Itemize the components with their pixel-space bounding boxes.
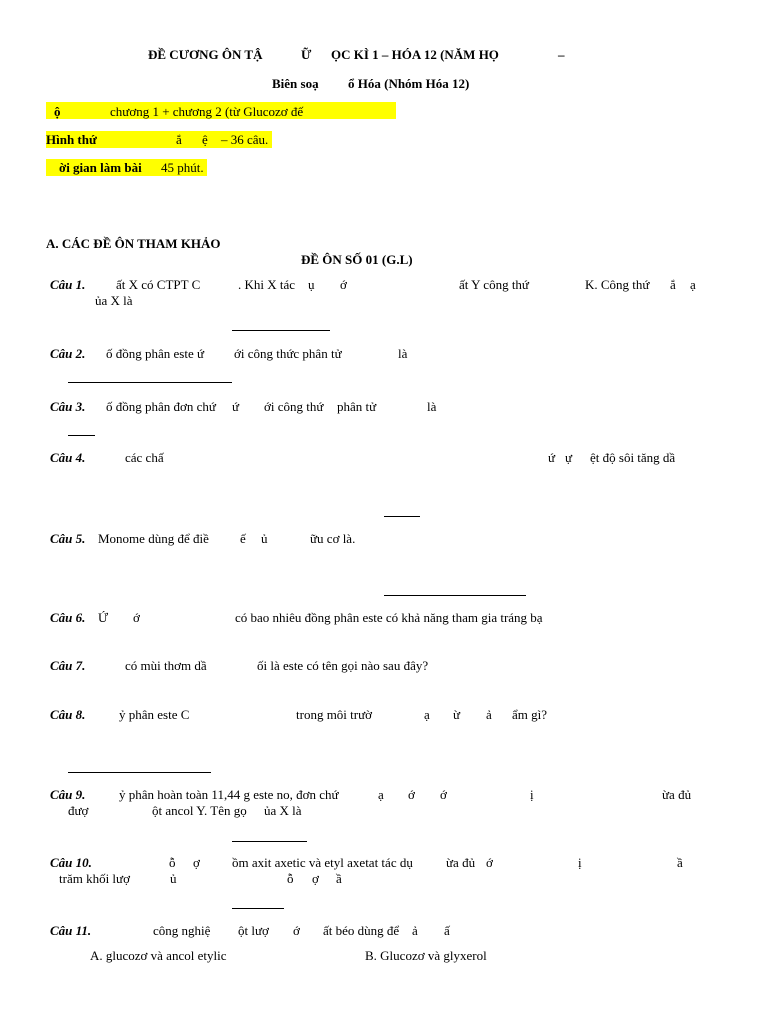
answer-line [68, 435, 95, 436]
question-8-text: ỷ phân este C [119, 707, 190, 722]
author-part-1: Biên soạ [272, 76, 319, 91]
question-10-text: ồm axit axetic và etyl axetat tác dụ [232, 855, 413, 870]
question-11-text: ột lượ [238, 923, 269, 938]
exam-title: ĐỀ ÔN SỐ 01 (G.L) [301, 252, 413, 267]
question-6-label: Câu 6. [50, 610, 86, 625]
question-1-label: Câu 1. [50, 277, 86, 292]
question-9-text: ạ [378, 787, 384, 802]
question-4-text: ứ [548, 450, 556, 465]
question-11-option-a: A. glucozơ và ancol etylic [90, 948, 227, 963]
question-9-text: đượ [68, 803, 89, 818]
question-1-text: ụ [308, 277, 315, 292]
question-10-text: ầ [336, 871, 342, 886]
question-3-text: phân tử [337, 399, 377, 414]
question-8-text: ả [486, 707, 492, 722]
question-6-text: Ứ [98, 610, 109, 625]
question-2-text: ố đồng phân este ứ [106, 346, 205, 361]
question-9-label: Câu 9. [50, 787, 86, 802]
author-part-2: ổ Hóa (Nhóm Hóa 12) [348, 76, 470, 91]
question-5-text: Monome dùng để điề [98, 531, 209, 546]
answer-line [232, 330, 330, 331]
question-1-text: ớ [340, 277, 347, 292]
question-7-text: có mùi thơm dầ [125, 658, 207, 673]
question-10-label: Câu 10. [50, 855, 92, 870]
answer-line [68, 382, 232, 383]
question-8-text: trong môi trườ [296, 707, 373, 722]
question-5-text: ủ [261, 531, 268, 546]
question-6-text: có bao nhiêu đồng phân este có khả năng tham gia tráng bạ [235, 610, 543, 625]
question-1-text: ất X có CTPT C [116, 277, 201, 292]
question-10-text: ỗ [169, 855, 176, 870]
question-3-text: ố đồng phân đơn chứ [106, 399, 216, 414]
question-3-text: là [427, 399, 437, 414]
scope-text: chương 1 + chương 2 (từ Glucozơ đế [110, 104, 304, 119]
answer-line [384, 595, 526, 596]
question-11-text: ất béo dùng để [323, 923, 400, 938]
question-7-label: Câu 7. [50, 658, 86, 673]
question-9-text: ột ancol Y. Tên gọ [152, 803, 247, 818]
question-10-text: ỗ [287, 871, 294, 886]
question-8-text: ạ [424, 707, 430, 722]
form-text-3: – 36 câu. [221, 132, 269, 147]
answer-line [232, 841, 307, 842]
question-2-text: ới công thức phân tử [234, 346, 342, 361]
form-text-1: ắ [176, 132, 182, 147]
question-7-text: ối là este có tên gọi nào sau đây? [257, 658, 429, 673]
title-part-1: ĐỀ CƯƠNG ÔN TẬ [148, 47, 263, 62]
question-2-label: Câu 2. [50, 346, 86, 361]
form-text-2: ệ [202, 132, 208, 147]
section-title: A. CÁC ĐỀ ÔN THAM KHẢO [46, 236, 221, 251]
question-1-text: ạ [690, 277, 696, 292]
question-9-text: ủa X là [264, 803, 302, 818]
question-9-text: ừa đủ [662, 787, 692, 802]
question-8-text: ẩm gì? [512, 707, 548, 722]
form-label: Hình thứ [46, 132, 97, 147]
time-value: 45 phút. [161, 160, 204, 175]
time-label: ời gian làm bài [59, 160, 142, 175]
answer-line [232, 908, 284, 909]
question-8-label: Câu 8. [50, 707, 86, 722]
question-1-text: K. Công thứ [585, 277, 650, 292]
question-1-text: ất Y công thứ [459, 277, 529, 292]
answer-line [384, 516, 420, 517]
question-3-text: ới công thứ [264, 399, 324, 414]
question-4-text: các chấ [125, 450, 164, 465]
question-10-text: ừa đủ [446, 855, 476, 870]
title-part-2: Ữ [301, 47, 312, 62]
question-9-text: ớ [408, 787, 415, 802]
question-3-label: Câu 3. [50, 399, 86, 414]
question-11-option-b: B. Glucozơ và glyxerol [365, 948, 487, 963]
question-11-label: Câu 11. [50, 923, 92, 938]
question-10-text: ủ [170, 871, 177, 886]
question-5-text: ế [240, 531, 246, 546]
question-9-text: ỷ phân hoàn toàn 11,44 g este no, đơn chứ [119, 787, 339, 802]
answer-line [68, 772, 211, 773]
title-part-4: – [558, 47, 565, 62]
question-3-text: ứ [232, 399, 240, 414]
question-11-text: ả [412, 923, 418, 938]
question-10-text: ợ [312, 871, 319, 886]
question-4-label: Câu 4. [50, 450, 86, 465]
question-10-text: ớ [486, 855, 493, 870]
question-1-text: ắ [670, 277, 676, 292]
question-5-label: Câu 5. [50, 531, 86, 546]
question-10-text: ợ [193, 855, 200, 870]
question-11-text: ấ [444, 923, 450, 938]
question-9-text: ớ [440, 787, 447, 802]
question-5-text: ữu cơ là. [310, 531, 356, 546]
title-part-3: ỌC KÌ 1 – HÓA 12 (NĂM HỌ [331, 47, 499, 62]
question-1-text: ủa X là [95, 293, 133, 308]
scope-label: ộ [54, 104, 61, 119]
question-10-text: ầ [677, 855, 683, 870]
question-4-text: ệt độ sôi tăng dầ [590, 450, 676, 465]
question-10-text: ị [578, 855, 582, 870]
question-4-text: ự [565, 450, 573, 465]
question-9-text: ị [530, 787, 534, 802]
question-2-text: là [398, 346, 408, 361]
question-10-text: trăm khối lượ [59, 871, 130, 886]
question-8-text: ừ [453, 707, 461, 722]
question-11-text: ớ [293, 923, 300, 938]
question-1-text: . Khi X tác [238, 277, 296, 292]
question-6-text: ớ [133, 610, 140, 625]
question-11-text: công nghiệ [153, 923, 211, 938]
